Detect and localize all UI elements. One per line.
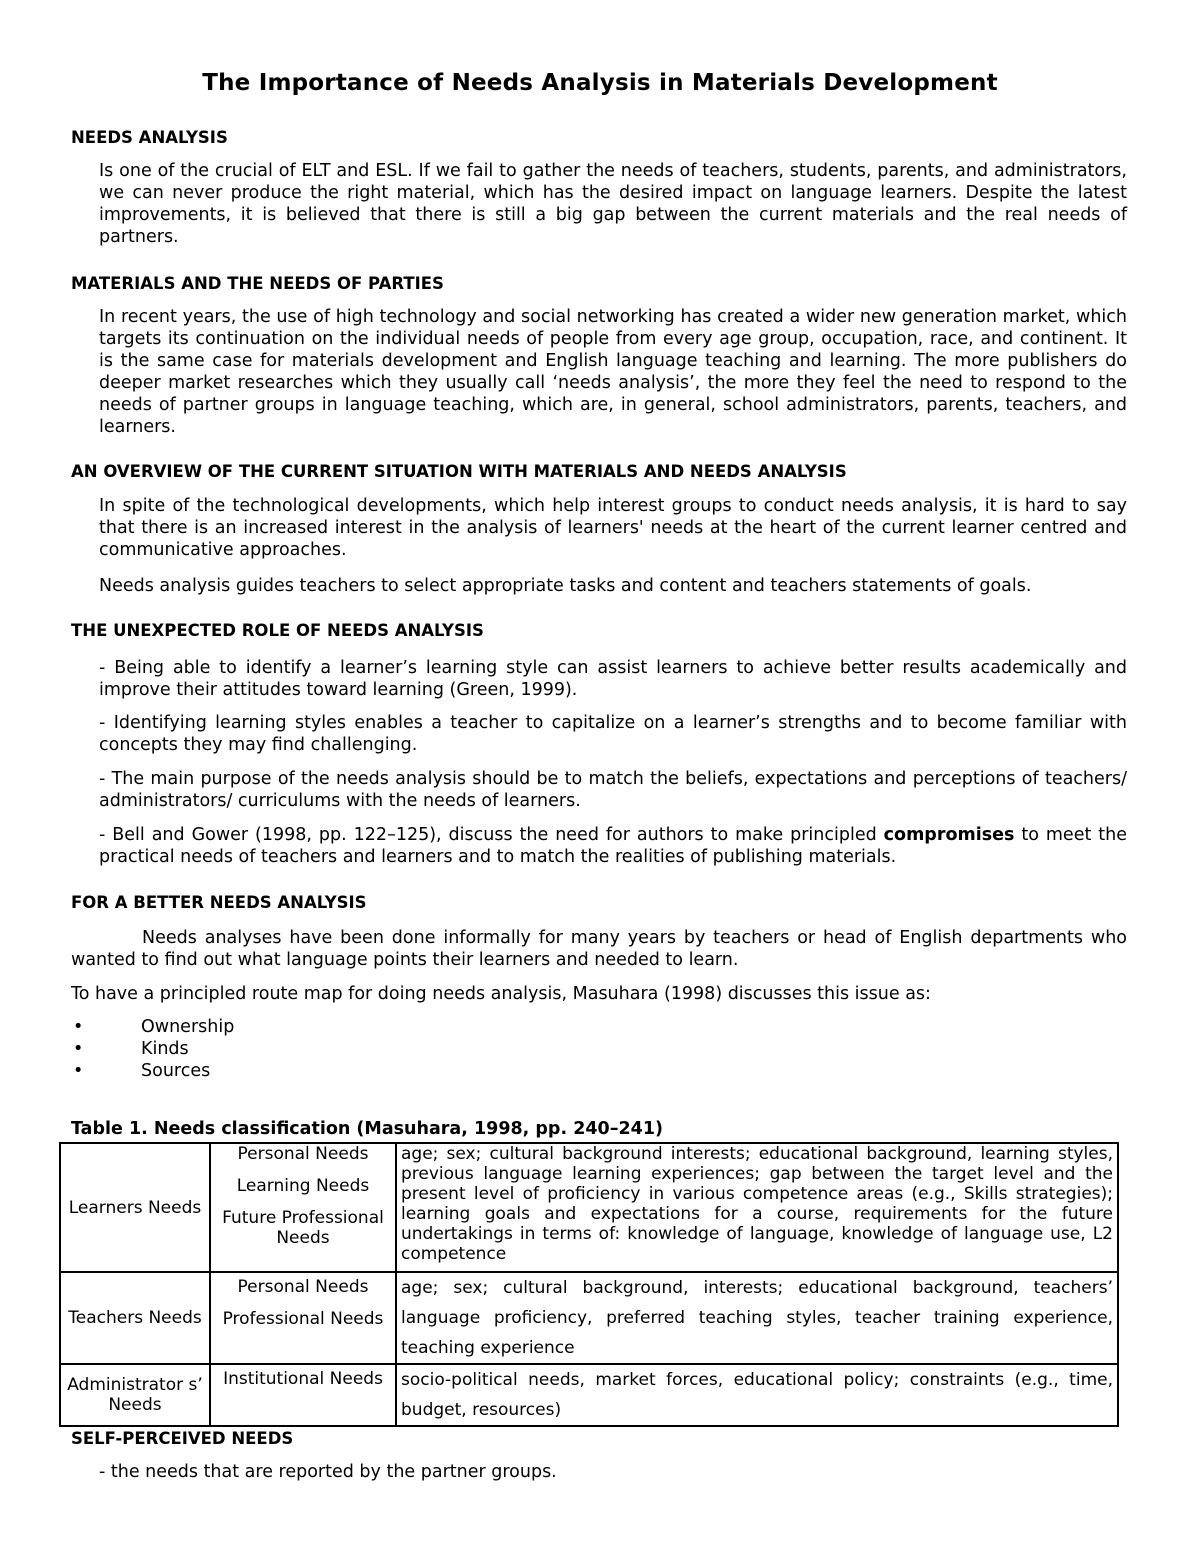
heading-better-needs-analysis: FOR A BETTER NEEDS ANALYSIS: [71, 893, 367, 912]
role-item-4: [99, 824, 1127, 868]
table-caption: Table 1. Needs classification (Masuhara, 1998, pp. 240–241): [71, 1119, 664, 1139]
paragraph-needs-analysis: Is one of the crucial of ELT and ESL. If we fail to gather the needs of teachers, students, parents, and administrators, we can never produce the right material, which has the desired impact on language learners. Despite the latest improvements, it is believed that there is still a big gap between the current materials and the real needs of partners.: [99, 161, 1127, 247]
types-cell: Personal Needs Learning Needs Future Professional Needs: [210, 1143, 396, 1272]
paragraph-better-2: To have a principled route map for doing needs analysis, Masuhara (1998) discusses this issue as:: [71, 984, 931, 1004]
heading-needs-analysis: NEEDS ANALYSIS: [71, 128, 228, 147]
group-cell: Teachers Needs: [60, 1272, 210, 1364]
role-item-1: - Being able to identify a learner’s learning style can assist learners to achieve better results academically and improve their attitudes toward learning (Green, 1999).: [99, 658, 1127, 700]
table-row: [60, 1143, 1118, 1272]
document-title: The Importance of Needs Analysis in Materials Development: [202, 70, 998, 96]
list-item: • Sources: [73, 1061, 211, 1081]
paragraph-self-perceived: - the needs that are reported by the partner groups.: [99, 1462, 557, 1482]
needs-classification-table: [59, 1142, 1119, 1427]
heading-overview-current-situation: AN OVERVIEW OF THE CURRENT SITUATION WITH MATERIALS AND NEEDS ANALYSIS: [71, 462, 847, 481]
group-cell: Learners Needs: [60, 1143, 210, 1272]
group-cell: Administrator s’ Needs: [60, 1364, 210, 1426]
paragraph-materials-needs-parties: In recent years, the use of high technology and social networking has created a wider new generation market, which targets its continuation on the individual needs of people from every age group, occupation, race, and continent. It is the same case for materials development and English language teaching and learning. The more publishers do deeper market researches which they usually call ‘needs analysis’, the more they feel the need to respond to the needs of partner groups in language teaching, which are, in general, school administrators, parents, teachers, and learners.: [99, 307, 1127, 437]
bullet-list: [71, 1016, 234, 1082]
heading-materials-needs-parties: MATERIALS AND THE NEEDS OF PARTIES: [71, 274, 444, 293]
bullet-icon: •: [73, 1017, 84, 1037]
bullet-icon: •: [73, 1061, 84, 1081]
details-cell: socio-political needs, market forces, educational policy; constraints (e.g., time, budget, resources): [396, 1364, 1118, 1426]
heading-self-perceived-needs: SELF-PERCEIVED NEEDS: [71, 1429, 294, 1448]
list-item: • Kinds: [73, 1039, 189, 1059]
types-cell: Personal Needs Professional Needs: [210, 1272, 396, 1364]
details-cell: age; sex; cultural background interests; educational background, learning styles, previous language learning experiences; gap between the target level and the present level of proficiency in various competence areas (e.g., Skills strategies); learning goals and expectations for a course, requirements for the future undertakings in terms of: knowledge of language, knowledge of language use, L2 competence: [396, 1143, 1118, 1272]
types-cell: Institutional Needs: [210, 1364, 396, 1426]
list-item: • Ownership: [73, 1017, 235, 1037]
role-item-4-bold: compromises: [883, 825, 1015, 845]
paragraph-better-1: Needs analyses have been done informally for many years by teachers or head of English departments who wanted to find out what language points their learners and needed to learn.: [71, 928, 1127, 970]
role-item-2: - Identifying learning styles enables a teacher to capitalize on a learner’s strengths and to become familiar with concepts they may find challenging.: [99, 713, 1127, 755]
details-cell: age; sex; cultural background, interests; educational background, teachers’ language proficiency, preferred teaching styles, teacher training experience, teaching experience: [396, 1272, 1118, 1364]
paragraph-overview-2: Needs analysis guides teachers to select appropriate tasks and content and teachers statements of goals.: [99, 576, 1032, 596]
paragraph-overview-1: In spite of the technological developments, which help interest groups to conduct needs analysis, it is hard to say that there is an increased interest in the analysis of learners' needs at the heart of the current learner centred and communicative approaches.: [99, 496, 1127, 560]
role-item-3: - The main purpose of the needs analysis should be to match the beliefs, expectations and perceptions of teachers/ administrators/ curriculums with the needs of learners.: [99, 769, 1127, 811]
table-row: [60, 1272, 1118, 1364]
table-row: [60, 1364, 1118, 1426]
role-item-4-end: to meet the practical needs of teachers and learners and to match the realities of publishing materials.: [99, 825, 1127, 867]
role-item-4-start: - Bell and Gower (1998, pp. 122–125), discuss the need for authors to make principled: [99, 825, 884, 845]
heading-unexpected-role: THE UNEXPECTED ROLE OF NEEDS ANALYSIS: [71, 621, 484, 640]
bullet-icon: •: [73, 1039, 84, 1059]
